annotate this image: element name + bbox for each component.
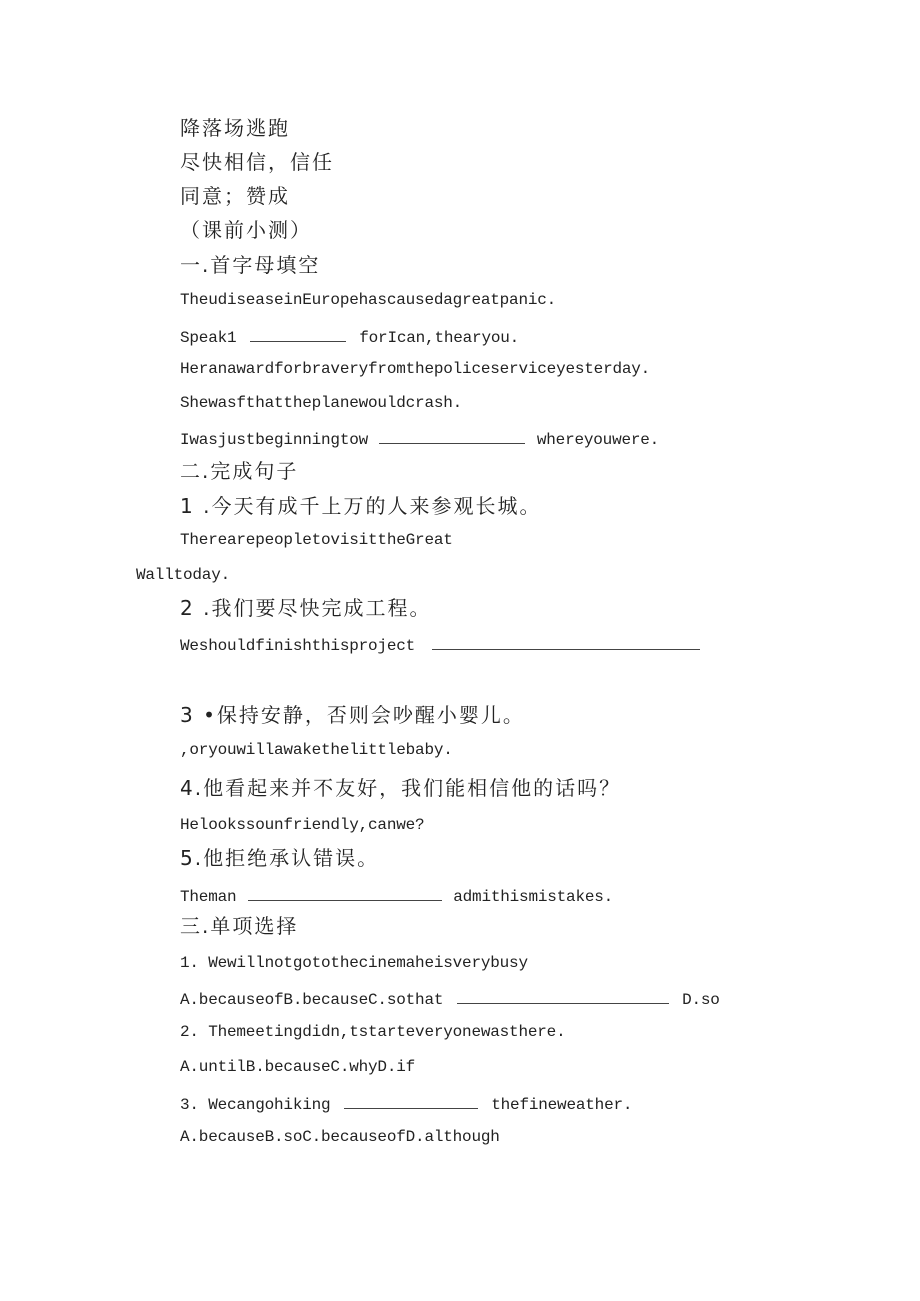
section3-q1-options-start: A.becauseofB.becauseC.sothat <box>180 991 444 1009</box>
section1-item-4: Shewasfthattheplanewouldcrash. <box>180 394 463 412</box>
answer-blank[interactable] <box>432 635 700 650</box>
section2-q4-chinese: 4.他看起来并不友好，我们能相信他的话吗？ <box>180 776 622 800</box>
answer-blank[interactable] <box>344 1094 478 1109</box>
section1-item-5-start: Iwasjustbeginningtow <box>180 431 369 449</box>
section2-q1-english-cont: Walltoday. <box>136 566 231 584</box>
section2-q5-chinese: 5.他拒绝承认错误。 <box>180 846 380 870</box>
section2-q1-english: TherearepeopletovisittheGreat <box>180 531 453 549</box>
section1-item-2-end: forIcan,thearyou. <box>359 329 520 347</box>
section3-q3-options: A.becauseB.soC.becauseofD.although <box>180 1128 500 1146</box>
section1-title: 一.首字母填空 <box>180 253 321 277</box>
answer-blank[interactable] <box>457 989 669 1004</box>
section1-item-2-start: Speak1 <box>180 329 237 347</box>
pretest-heading: （课前小测） <box>180 218 312 242</box>
section2-title: 二.完成句子 <box>180 459 299 483</box>
section2-q3-chinese: 3 •保持安静，否则会吵醒小婴儿。 <box>180 703 525 727</box>
section1-item-5-end: whereyouwere. <box>536 431 660 449</box>
vocab-line-3: 同意；赞成 <box>180 184 290 208</box>
section3-title: 三.单项选择 <box>180 914 299 938</box>
section2-q2-english <box>180 635 700 654</box>
section2-q3-english: ,oryouwillawakethelittlebaby. <box>180 741 453 759</box>
section3-q2-options: A.untilB.becauseC.whyD.if <box>180 1058 416 1076</box>
section3-q2: 2. Themeetingdidn,tstarteveryonewasthere. <box>180 1023 566 1041</box>
section2-q5-english-start: Theman <box>180 888 237 906</box>
section1-item-2 <box>180 327 519 346</box>
section1-item-1: TheudiseaseinEuropehascausedagreatpanic. <box>180 291 557 309</box>
answer-blank[interactable] <box>250 327 346 342</box>
section2-q1-chinese: 1 .今天有成千上万的人来参观长城。 <box>180 494 542 518</box>
section3-q1: 1. Wewillnotgotothecinemaheisverybusy <box>180 954 528 972</box>
section2-q2-english-text: Weshouldfinishthisproject <box>180 637 416 655</box>
section2-q2-chinese: 2 .我们要尽快完成工程。 <box>180 596 432 620</box>
section3-q1-options-end: D.so <box>682 991 720 1009</box>
section2-q5-english-end: admithismistakes. <box>453 888 614 906</box>
vocab-line-1: 降落场逃跑 <box>180 116 290 140</box>
section1-item-3: Heranawardforbraveryfromthepoliceserviceyesterday. <box>180 360 651 378</box>
vocab-line-2: 尽快相信，信任 <box>180 150 334 174</box>
section2-q4-english: Helookssounfriendly,canwe? <box>180 816 425 834</box>
answer-blank[interactable] <box>248 886 442 901</box>
section3-q3 <box>180 1094 632 1113</box>
section3-q3-end: thefineweather. <box>491 1096 633 1114</box>
section3-q1-options <box>180 989 720 1008</box>
section3-q3-start: 3. Wecangohiking <box>180 1096 331 1114</box>
answer-blank[interactable] <box>379 429 525 444</box>
section1-item-5 <box>180 429 659 448</box>
section2-q5-english <box>180 886 613 905</box>
